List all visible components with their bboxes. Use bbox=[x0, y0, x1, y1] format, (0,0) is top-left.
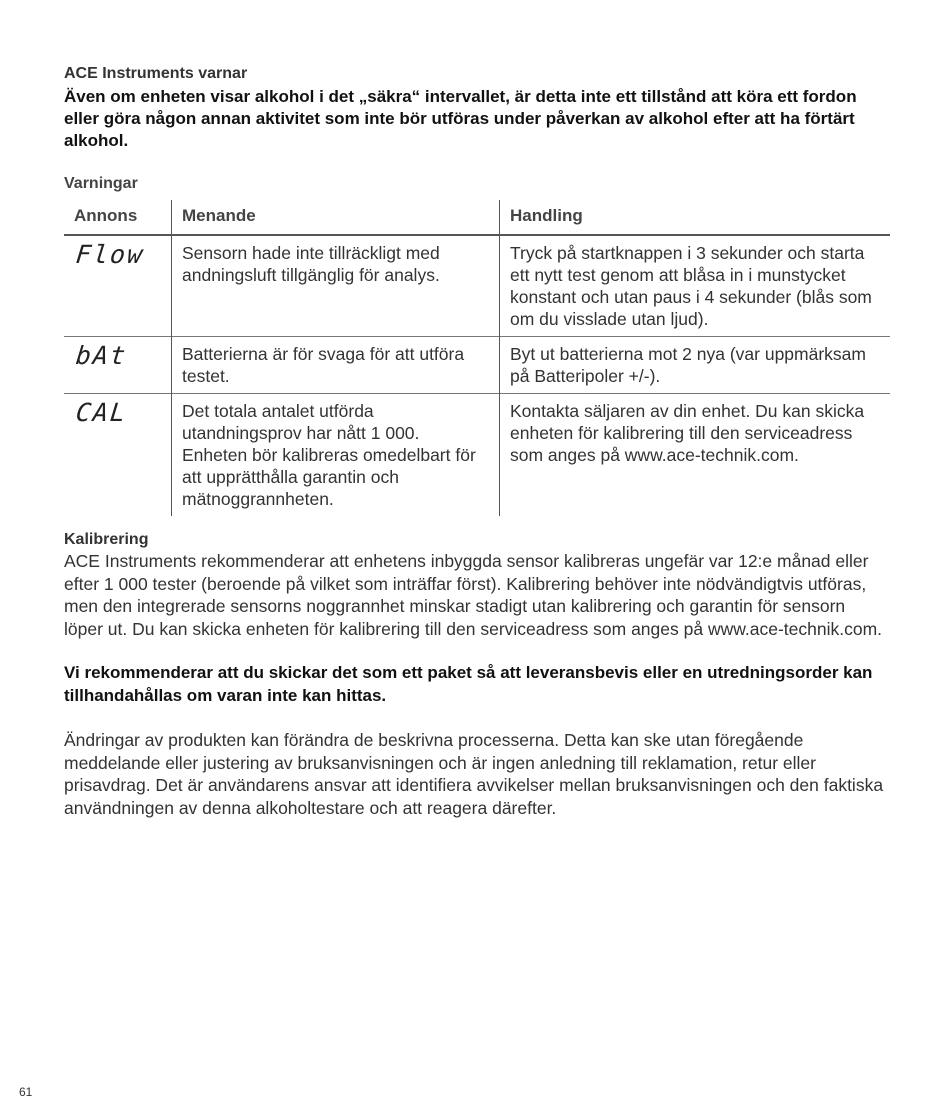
meaning-cell: Batterierna är för svaga för att utföra testet. bbox=[172, 337, 500, 394]
action-cell: Byt ut batterierna mot 2 nya (var uppmärksam på Batteripoler +/-). bbox=[500, 337, 891, 394]
header-annons: Annons bbox=[64, 200, 172, 235]
action-cell: Tryck på startknappen i 3 sekunder och starta ett nytt test genom att blåsa in i munstycket konstant och utan paus i 4 sekunder (blås som om du visslade utan ljud). bbox=[500, 235, 891, 337]
page-number: 61 bbox=[19, 1085, 33, 1099]
lcd-display-flow: Flow bbox=[74, 240, 146, 269]
warning-heading: ACE Instruments varnar bbox=[64, 65, 248, 82]
warnings-table-header-row bbox=[64, 200, 890, 235]
lcd-display-bat: bAt bbox=[74, 341, 129, 370]
disclaimer-text: Ändringar av produkten kan förändra de beskrivna processerna. Detta kan ske utan föregående meddelande eller justering av bruksanvisningen och är ingen anledning till reklamation, retur eller prisavdrag. Det är användarens ansvar att identifiera avvikelser mellan bruksanvisningen och den faktiska användningen av denna alkoholtestare och att reagera därefter. bbox=[64, 730, 884, 818]
warnings-title: Varningar bbox=[64, 175, 138, 192]
calibration-title: Kalibrering bbox=[64, 531, 149, 548]
warning-body: Även om enheten visar alkohol i det „säkra“ intervallet, är detta inte ett tillstånd att köra ett fordon eller göra någon annan aktivitet som inte bör utföras under påverkan av alkohol efter att ha förtärt alkohol. bbox=[64, 87, 857, 150]
action-cell: Kontakta säljaren av din enhet. Du kan skicka enheten för kalibrering till den serviceadress som anges på www.ace-technik.com. bbox=[500, 394, 891, 517]
meaning-cell: Sensorn hade inte tillräckligt med andningsluft tillgänglig för analys. bbox=[172, 235, 500, 337]
header-menande: Menande bbox=[172, 200, 500, 235]
display-cell bbox=[64, 235, 172, 337]
manual-page bbox=[64, 64, 886, 819]
lcd-display-cal: CAL bbox=[74, 398, 129, 427]
table-row bbox=[64, 235, 890, 337]
calibration-body: ACE Instruments rekommenderar att enhetens inbyggda sensor kalibreras ungefär var 12:e månad eller efter 1 000 tester (beroende på vilket som inträffar först). Kalibrering behöver inte nödvändigtvis utföras, men den integrerade sensorns noggrannhet minskar stadigt utan kalibrering och garantin för sensorn löper ut. Du kan skicka enheten för kalibrering till den serviceadress som anges på www.ace-technik.com. bbox=[64, 551, 883, 639]
table-row bbox=[64, 337, 890, 394]
warnings-table bbox=[64, 200, 890, 516]
table-row bbox=[64, 394, 890, 517]
calibration-recommendation: Vi rekommenderar att du skickar det som ett paket så att leveransbevis eller en utredningsorder kan tillhandahållas om varan inte kan hittas. bbox=[64, 663, 873, 705]
display-cell bbox=[64, 394, 172, 517]
header-handling: Handling bbox=[500, 200, 891, 235]
meaning-cell: Det totala antalet utförda utandningsprov har nått 1 000. Enheten bör kalibreras omedelbart för att upprätthålla garantin och mätnoggrannheten. bbox=[172, 394, 500, 517]
display-cell bbox=[64, 337, 172, 394]
